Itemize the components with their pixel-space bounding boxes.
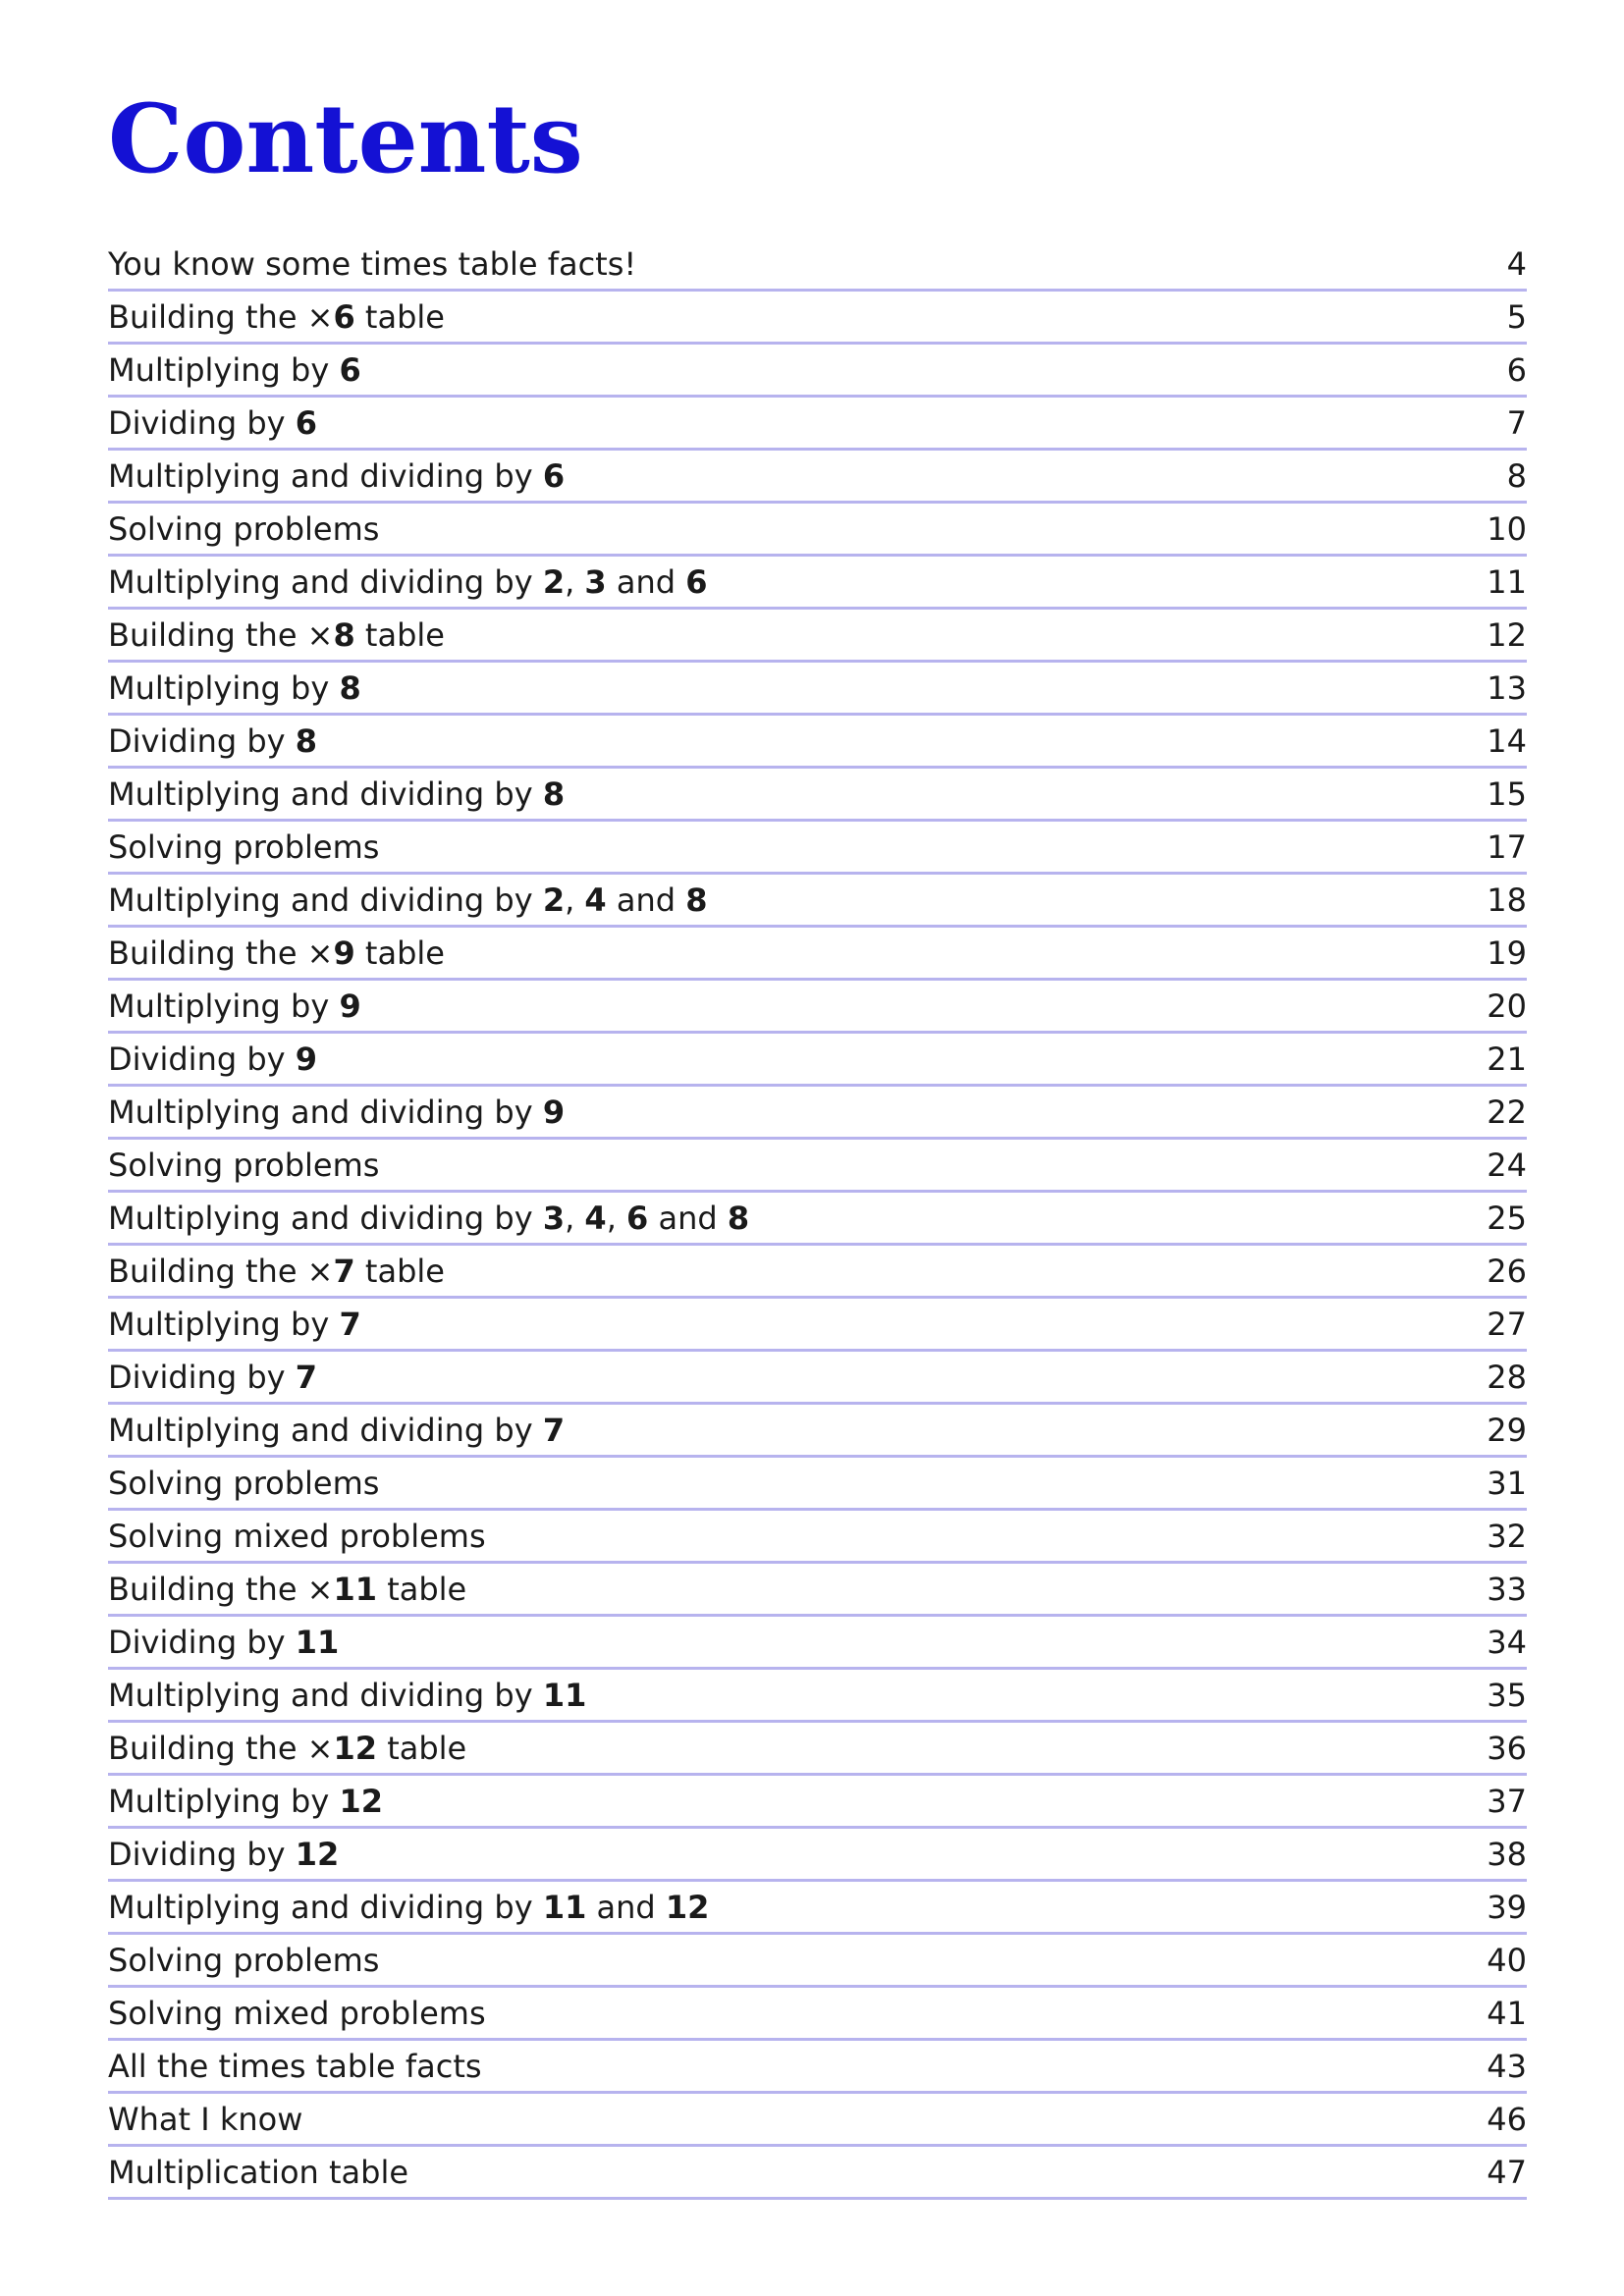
toc-entry-number: 3 (542, 1200, 566, 1237)
toc-entry-text: and (606, 881, 686, 919)
toc-entry-text: Dividing by (108, 722, 296, 760)
toc-entry[interactable] (108, 1087, 1527, 1140)
toc-entry-page-number: 28 (1487, 1359, 1527, 1396)
toc-entry-title (108, 1517, 486, 1561)
toc-entry-text: Multiplication table (108, 2154, 409, 2191)
toc-entry-page-number: 47 (1487, 2154, 1527, 2191)
toc-entry-text: Dividing by (108, 404, 296, 442)
toc-entry-text: Multiplying and dividing by (108, 775, 543, 813)
toc-entry[interactable] (108, 1776, 1527, 1829)
toc-entry-page-number: 33 (1487, 1571, 1527, 1608)
toc-entry-number: 2 (542, 563, 566, 601)
toc-entry-page-number: 5 (1506, 298, 1527, 336)
toc-entry-page-number: 35 (1487, 1677, 1527, 1714)
toc-entry-page-number: 36 (1487, 1730, 1527, 1767)
toc-entry[interactable] (108, 610, 1527, 663)
toc-entry-page-number: 20 (1487, 988, 1527, 1025)
toc-entry-page-number: 37 (1487, 1783, 1527, 1820)
toc-entry-text: What I know (108, 2101, 303, 2138)
toc-entry-number: 6 (339, 351, 361, 389)
toc-entry-text: table (354, 616, 445, 654)
toc-entry-text: Solving problems (108, 1942, 380, 1979)
toc-entry-title (108, 1199, 749, 1243)
toc-entry-text: Building the × (108, 298, 334, 336)
toc-entry[interactable] (108, 769, 1527, 822)
toc-entry-page-number: 7 (1506, 404, 1527, 442)
toc-entry-title (108, 668, 361, 713)
toc-entry-page-number: 10 (1487, 510, 1527, 548)
toc-entry-number: 4 (584, 1200, 607, 1237)
toc-entry[interactable] (108, 1723, 1527, 1776)
toc-entry-text: , (565, 881, 585, 919)
toc-entry[interactable] (108, 1564, 1527, 1617)
toc-entry-page-number: 22 (1487, 1094, 1527, 1131)
contents-page (108, 0, 1527, 2191)
toc-entry-text: Multiplying by (108, 1306, 340, 1343)
toc-entry-page-number: 14 (1487, 722, 1527, 760)
toc-entry-text: , (565, 563, 585, 601)
toc-entry-number: 8 (333, 616, 355, 654)
toc-entry-title (108, 509, 379, 554)
toc-entry-number: 12 (295, 1836, 340, 1873)
page-title: Contents (108, 83, 583, 194)
toc-entry[interactable] (108, 504, 1527, 557)
toc-entry-title (108, 1252, 445, 1296)
toc-entry-number: 7 (339, 1306, 361, 1343)
toc-entry-number: 6 (333, 298, 355, 336)
toc-entry-title (108, 1570, 466, 1614)
toc-entry-text: , (565, 1200, 585, 1237)
toc-entry-title (108, 297, 445, 342)
toc-entry-page-number: 11 (1487, 563, 1527, 601)
toc-entry-page-number: 29 (1487, 1412, 1527, 1449)
toc-entry[interactable] (108, 1829, 1527, 1882)
toc-entry-title (108, 562, 708, 607)
toc-entry-text: Multiplying by (108, 669, 340, 707)
toc-entry-number: 7 (542, 1412, 566, 1449)
toc-entry-page-number: 17 (1487, 828, 1527, 866)
toc-entry[interactable] (108, 981, 1527, 1034)
toc-entry-text: Multiplying and dividing by (108, 881, 543, 919)
toc-entry[interactable] (108, 1935, 1527, 1988)
toc-entry-number: 11 (542, 1889, 587, 1926)
toc-entry-number: 8 (685, 881, 708, 919)
toc-entry-text: Building the × (108, 616, 334, 654)
toc-entry-title (108, 1729, 466, 1773)
toc-entry-page-number: 43 (1487, 2048, 1527, 2085)
toc-entry-text: Building the × (108, 1730, 334, 1767)
toc-entry-text: Multiplying and dividing by (108, 1412, 543, 1449)
toc-entry-title (108, 1888, 709, 1932)
toc-entry-text: Building the × (108, 1571, 334, 1608)
toc-entry-page-number: 18 (1487, 881, 1527, 919)
toc-entry-number: 9 (542, 1094, 566, 1131)
toc-entry-page-number: 41 (1487, 1995, 1527, 2032)
toc-entry-text: table (354, 934, 445, 972)
toc-entry[interactable] (108, 2041, 1527, 2094)
toc-entry-page-number: 15 (1487, 775, 1527, 813)
toc-entry-number: 4 (584, 881, 607, 919)
toc-entry-text: Building the × (108, 1253, 334, 1290)
toc-entry[interactable] (108, 875, 1527, 928)
toc-entry-number: 12 (339, 1783, 383, 1820)
toc-entry[interactable] (108, 557, 1527, 610)
toc-entry-title (108, 881, 708, 925)
toc-entry[interactable] (108, 663, 1527, 716)
toc-entry-title (108, 2153, 408, 2197)
toc-entry[interactable] (108, 822, 1527, 875)
toc-entry-title (108, 1464, 379, 1508)
toc-entry[interactable] (108, 1670, 1527, 1723)
toc-entry-title (108, 1358, 317, 1402)
toc-entry-title (108, 1411, 565, 1455)
toc-entry-page-number: 8 (1506, 457, 1527, 495)
toc-entry-text: table (377, 1571, 467, 1608)
toc-entry[interactable] (108, 1140, 1527, 1193)
toc-entry[interactable] (108, 2147, 1527, 2200)
toc-entry-title (108, 615, 445, 660)
toc-entry-title (108, 721, 317, 766)
toc-entry-text: Solving problems (108, 510, 380, 548)
toc-entry-text: Dividing by (108, 1041, 296, 1078)
toc-entry[interactable] (108, 1988, 1527, 2041)
toc-entry-text: Multiplying by (108, 988, 340, 1025)
toc-entry-page-number: 25 (1487, 1200, 1527, 1237)
toc-entry[interactable] (108, 1193, 1527, 1246)
toc-entry-title (108, 987, 361, 1031)
toc-entry-number: 3 (584, 563, 607, 601)
table-of-contents (108, 239, 1527, 2200)
toc-entry[interactable] (108, 345, 1527, 398)
toc-entry-text: table (354, 1253, 445, 1290)
toc-entry-text: Solving mixed problems (108, 1995, 486, 2032)
toc-entry-text: Multiplying and dividing by (108, 1677, 543, 1714)
toc-entry-page-number: 38 (1487, 1836, 1527, 1873)
toc-entry-title (108, 403, 317, 448)
toc-entry-text: Multiplying by (108, 1783, 340, 1820)
toc-entry-title (108, 934, 445, 978)
toc-entry-number: 9 (333, 934, 355, 972)
toc-entry-text: Multiplying by (108, 351, 340, 389)
toc-entry[interactable] (108, 1617, 1527, 1670)
toc-entry-number: 7 (333, 1253, 355, 1290)
toc-entry-page-number: 24 (1487, 1147, 1527, 1184)
toc-entry-number: 8 (295, 722, 318, 760)
toc-entry-page-number: 27 (1487, 1306, 1527, 1343)
toc-entry-title (108, 456, 565, 501)
toc-entry[interactable] (108, 398, 1527, 451)
toc-entry-title (108, 350, 361, 395)
toc-entry-text: Multiplying and dividing by (108, 1094, 543, 1131)
toc-entry[interactable] (108, 1299, 1527, 1352)
toc-entry[interactable] (108, 1034, 1527, 1087)
toc-entry-text: and (648, 1200, 728, 1237)
toc-entry-page-number: 13 (1487, 669, 1527, 707)
toc-entry-title (108, 2047, 482, 2091)
toc-entry-text: Multiplying and dividing by (108, 1889, 543, 1926)
toc-entry[interactable] (108, 716, 1527, 769)
toc-entry[interactable] (108, 1352, 1527, 1405)
toc-entry[interactable] (108, 292, 1527, 345)
toc-entry-title (108, 1994, 486, 2038)
toc-entry-title (108, 1676, 586, 1720)
toc-entry[interactable] (108, 451, 1527, 504)
toc-entry-page-number: 32 (1487, 1518, 1527, 1555)
toc-entry-page-number: 12 (1487, 616, 1527, 654)
toc-entry[interactable] (108, 1458, 1527, 1511)
toc-entry-page-number: 34 (1487, 1624, 1527, 1661)
toc-entry-text: Multiplying and dividing by (108, 457, 543, 495)
toc-entry[interactable] (108, 1405, 1527, 1458)
toc-entry-page-number: 46 (1487, 2101, 1527, 2138)
toc-entry-title (108, 2100, 302, 2144)
toc-entry-text: All the times table facts (108, 2048, 482, 2085)
toc-entry-number: 8 (339, 669, 361, 707)
toc-entry-text: Dividing by (108, 1836, 296, 1873)
toc-entry[interactable] (108, 1882, 1527, 1935)
toc-entry-title (108, 828, 379, 872)
toc-entry-number: 6 (626, 1200, 649, 1237)
toc-entry-text: Dividing by (108, 1359, 296, 1396)
toc-entry-text: and (606, 563, 686, 601)
toc-entry-page-number: 40 (1487, 1942, 1527, 1979)
toc-entry-text: , (606, 1200, 627, 1237)
toc-entry-page-number: 26 (1487, 1253, 1527, 1290)
toc-entry-text: Solving problems (108, 1465, 380, 1502)
toc-entry-title (108, 1941, 379, 1985)
toc-entry-number: 6 (295, 404, 318, 442)
toc-entry-number: 12 (665, 1889, 710, 1926)
toc-entry-title (108, 1305, 361, 1349)
toc-entry-page-number: 31 (1487, 1465, 1527, 1502)
toc-entry[interactable] (108, 928, 1527, 981)
toc-entry-number: 11 (295, 1624, 340, 1661)
toc-entry-text: Dividing by (108, 1624, 296, 1661)
toc-entry-number: 12 (333, 1730, 378, 1767)
toc-entry-text: Multiplying and dividing by (108, 563, 543, 601)
toc-entry[interactable] (108, 1511, 1527, 1564)
toc-entry[interactable] (108, 1246, 1527, 1299)
toc-entry-number: 6 (685, 563, 708, 601)
toc-entry-text: Solving mixed problems (108, 1518, 486, 1555)
toc-entry-title (108, 1146, 379, 1190)
toc-entry-page-number: 21 (1487, 1041, 1527, 1078)
toc-entry-title (108, 1040, 317, 1084)
toc-entry-text: table (377, 1730, 467, 1767)
toc-entry-title (108, 1093, 565, 1137)
toc-entry-title (108, 244, 636, 289)
toc-entry-number: 8 (727, 1200, 750, 1237)
toc-entry-text: Solving problems (108, 828, 380, 866)
toc-entry-title (108, 1835, 339, 1879)
toc-entry-text: You know some times table facts! (108, 245, 637, 283)
toc-entry-number: 9 (339, 988, 361, 1025)
toc-entry-number: 11 (542, 1677, 587, 1714)
toc-entry-title (108, 1623, 339, 1667)
toc-entry-text: Solving problems (108, 1147, 380, 1184)
toc-entry-number: 9 (295, 1041, 318, 1078)
toc-entry-number: 2 (542, 881, 566, 919)
toc-entry-page-number: 19 (1487, 934, 1527, 972)
toc-entry-page-number: 6 (1506, 351, 1527, 389)
toc-entry-number: 8 (542, 775, 566, 813)
toc-entry-title (108, 774, 565, 819)
toc-entry-page-number: 39 (1487, 1889, 1527, 1926)
toc-entry-number: 6 (542, 457, 566, 495)
toc-entry[interactable] (108, 2094, 1527, 2147)
toc-entry-text: Building the × (108, 934, 334, 972)
toc-entry-text: Multiplying and dividing by (108, 1200, 543, 1237)
toc-entry-text: and (586, 1889, 666, 1926)
toc-entry-text: table (354, 298, 445, 336)
toc-entry-number: 11 (333, 1571, 378, 1608)
toc-entry-page-number: 4 (1506, 245, 1527, 283)
toc-entry-title (108, 1782, 383, 1826)
toc-entry[interactable] (108, 239, 1527, 292)
toc-entry-number: 7 (295, 1359, 318, 1396)
